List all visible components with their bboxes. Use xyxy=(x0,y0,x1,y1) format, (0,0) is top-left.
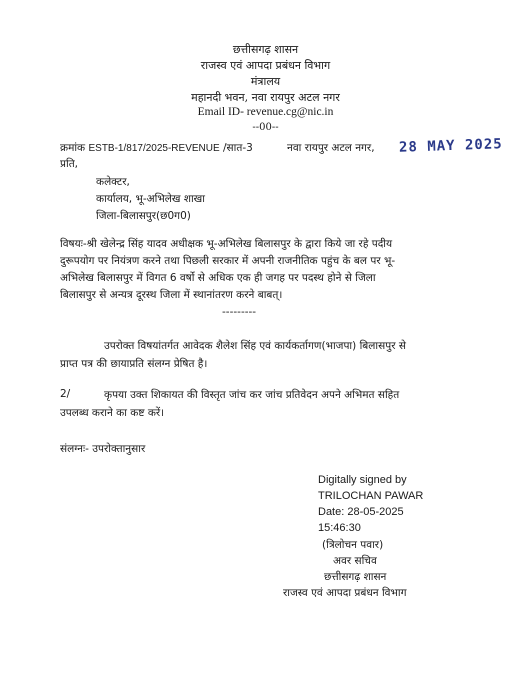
para2-line2: उपलब्ध कराने का कष्ट करें। xyxy=(60,407,165,419)
sig-line4: 15:46:30 xyxy=(318,522,361,534)
para1-line2: प्राप्त पत्र की छायाप्रति संलग्न प्रेषित है। xyxy=(60,358,208,370)
subject-line4: बिलासपुर से अन्यत्र दूरस्थ जिला में स्थानांतरण करने बाबत्। xyxy=(60,289,283,301)
subject-divider: --------- xyxy=(222,306,257,318)
header-office: मंत्रालय xyxy=(250,75,281,88)
reference-section: /सात-3 xyxy=(223,142,253,154)
header-separator: --00-- xyxy=(252,122,279,133)
header-govt: छत्तीसगढ़ शासन xyxy=(232,43,299,56)
para1-line1: उपरोक्त विषयांतर्गत आवेदक शैलेश सिंह एवं कार्यकर्तागण(भाजपा) बिलासपुर से xyxy=(104,340,406,352)
signatory-designation: अवर सचिव xyxy=(333,555,377,567)
subject-line1: विषयः-श्री खेलेन्द्र सिंह यादव अधीक्षक भू-अभिलेख बिलासपुर के द्वारा किये जा रहे पदीय xyxy=(60,238,393,250)
signatory-name: (त्रिलोचन पवार) xyxy=(322,539,384,551)
recipient-line3: जिला-बिलासपुर(छ0ग0) xyxy=(96,210,191,222)
sig-line1: Digitally signed by xyxy=(318,474,407,486)
signatory-dept: राजस्व एवं आपदा प्रबंधन विभाग xyxy=(283,587,407,599)
subject-line2: दुरूपयोग पर नियंत्रण करने तथा पिछली सरकार में अपनी राजनीतिक पहुंच के बल पर भू- xyxy=(60,255,396,267)
recipient-line1: कलेक्टर, xyxy=(96,176,130,188)
sig-line2: TRILOCHAN PAWAR xyxy=(318,490,424,502)
reference-place: नवा रायपुर अटल नगर, xyxy=(287,142,375,154)
subject-line3: अभिलेख बिलासपुर में विगत 6 वर्षो से अधिक एक ही जगह पर पदस्थ होने से जिला xyxy=(60,272,376,284)
date-stamp: 28 MAY 2025 xyxy=(398,136,503,156)
header-dept: राजस्व एवं आपदा प्रबंधन विभाग xyxy=(200,59,331,72)
kramank-label: क्रमांक xyxy=(60,142,86,154)
enclosure-line: संलग्नः- उपरोक्तानुसार xyxy=(60,443,146,455)
prati-label: प्रति, xyxy=(60,158,79,170)
reference-number: ESTB-1/817/2025-REVENUE xyxy=(88,143,220,154)
header-address: महानदी भवन, नवा रायपुर अटल नगर xyxy=(191,91,340,104)
subject-block xyxy=(60,236,490,304)
recipient-line2: कार्यालय, भू-अभिलेख शाखा xyxy=(96,193,205,205)
reference-line xyxy=(60,141,253,155)
para2-number: 2/ xyxy=(60,388,71,400)
header-email: Email ID- revenue.cg@nic.in xyxy=(197,106,334,118)
signatory-govt: छत्तीसगढ़ शासन xyxy=(324,571,387,583)
sig-line3: Date: 28-05-2025 xyxy=(318,506,404,518)
para2-line1: कृपया उक्त शिकायत की विस्तृत जांच कर जांच प्रतिवेदन अपने अभिमत सहित xyxy=(104,389,400,401)
